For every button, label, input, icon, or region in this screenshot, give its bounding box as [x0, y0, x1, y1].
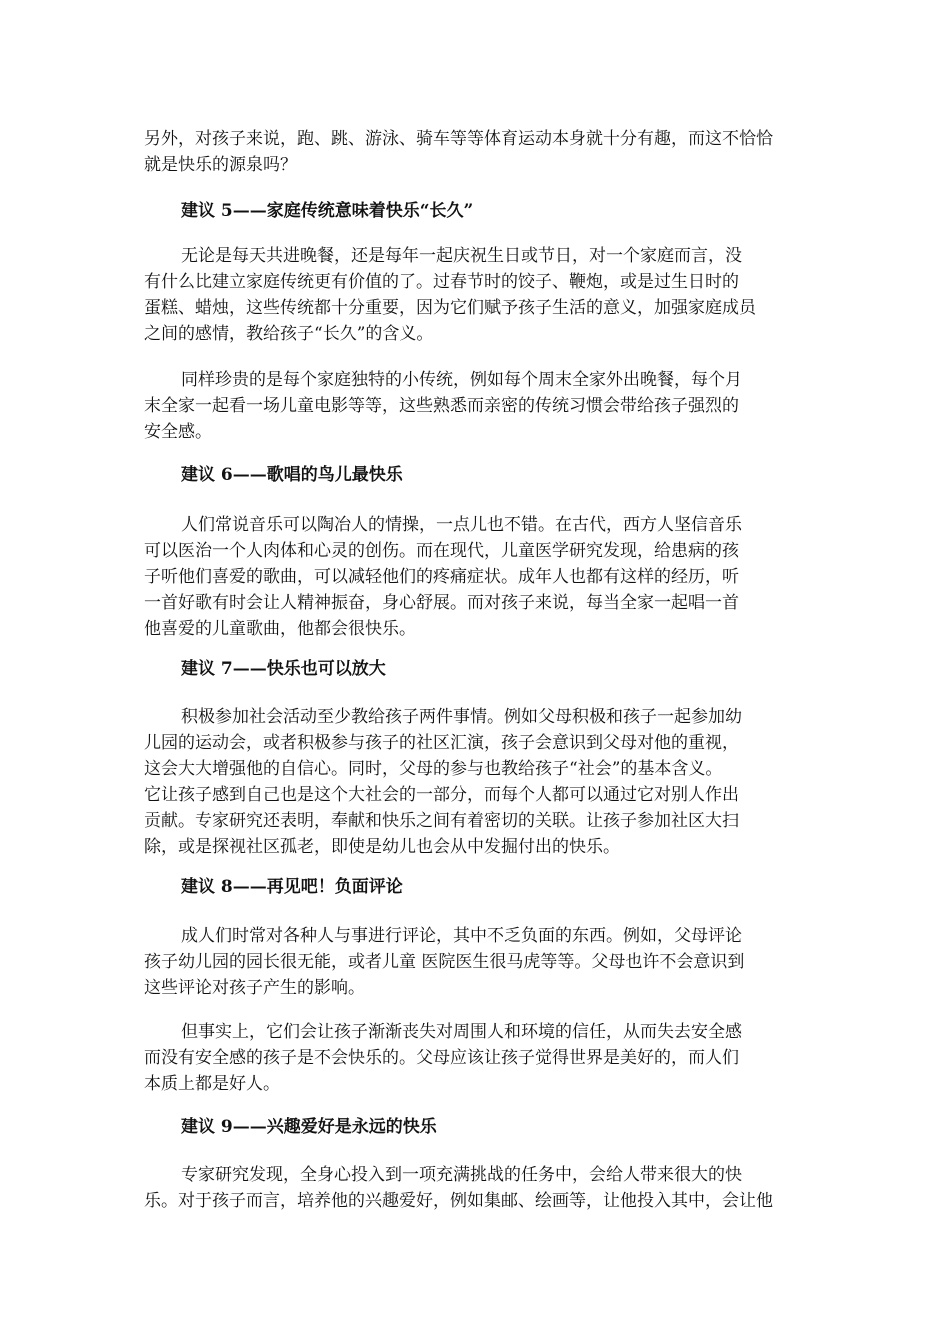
text-line: 贡献。专家研究还表明，奉献和快乐之间有着密切的关联。让孩子参加社区大扫 — [144, 811, 739, 831]
paragraph — [144, 1162, 808, 1214]
paragraph — [144, 512, 808, 642]
text-line: 它让孩子感到自己也是这个大社会的一部分，而每个人都可以通过它对别人作出 — [144, 785, 739, 805]
text-line: 这些评论对孩子产生的影响。 — [144, 978, 365, 998]
text-line: 安全感。 — [144, 422, 212, 442]
paragraph — [144, 1019, 808, 1097]
text-line: 可以医治一个人肉体和心灵的创伤。而在现代，儿童医学研究发现，给患病的孩 — [144, 541, 739, 561]
paragraph — [144, 126, 808, 178]
text-line: 蛋糕、蜡烛，这些传统都十分重要，因为它们赋予孩子生活的意义，加强家庭成员 — [144, 298, 756, 318]
text-line: 末全家一起看一场儿童电影等等，这些熟悉而亲密的传统习惯会带给孩子强烈的 — [144, 396, 739, 416]
section-heading — [144, 656, 808, 682]
text-line: 本质上都是好人。 — [144, 1074, 280, 1094]
paragraph — [144, 243, 808, 347]
heading-text: 建议 5——家庭传统意味着快乐“长久” — [181, 201, 474, 221]
text-line: 孩子幼儿园的园长很无能，或者儿童 医院医生很马虎等等。父母也许不会意识到 — [144, 952, 745, 972]
text-line: 而没有安全感的孩子是不会快乐的。父母应该让孩子觉得世界是美好的，而人们 — [144, 1048, 739, 1068]
heading-text: 建议 7——快乐也可以放大 — [181, 659, 386, 679]
text-line: 另外，对孩子来说，跑、跳、游泳、骑车等等体育运动本身就十分有趣，而这不恰恰 — [144, 129, 773, 149]
text-line: 无论是每天共进晚餐，还是每年一起庆祝生日或节日，对一个家庭而言，没 — [181, 246, 742, 266]
text-line: 一首好歌有时会让人精神振奋，身心舒展。而对孩子来说，每当全家一起唱一首 — [144, 593, 739, 613]
text-line: 乐。对于孩子而言，培养他的兴趣爱好，例如集邮、绘画等，让他投入其中，会让他 — [144, 1191, 773, 1211]
text-line: 儿园的运动会，或者积极参与孩子的社区汇演，孩子会意识到父母对他的重视， — [144, 733, 739, 753]
paragraph — [144, 367, 808, 445]
text-line: 同样珍贵的是每个家庭独特的小传统，例如每个周末全家外出晚餐，每个月 — [181, 370, 742, 390]
text-line: 成人们时常对各种人与事进行评论，其中不乏负面的东西。例如，父母评论 — [181, 926, 742, 946]
text-line: 子听他们喜爱的歌曲，可以减轻他们的疼痛症状。成年人也都有这样的经历，听 — [144, 567, 739, 587]
heading-text: 建议 9——兴趣爱好是永远的快乐 — [181, 1117, 437, 1137]
text-line: 但事实上，它们会让孩子渐渐丧失对周围人和环境的信任，从而失去安全感 — [181, 1022, 742, 1042]
text-line: 就是快乐的源泉吗？ — [144, 155, 297, 175]
heading-text: 建议 8——再见吧！负面评论 — [181, 877, 403, 897]
section-heading — [144, 874, 808, 900]
text-line: 专家研究发现，全身心投入到一项充满挑战的任务中，会给人带来很大的快 — [181, 1165, 742, 1185]
paragraph — [144, 704, 808, 860]
text-line: 积极参加社会活动至少教给孩子两件事情。例如父母积极和孩子一起参加幼 — [181, 707, 742, 727]
text-line: 除，或是探视社区孤老，即使是幼儿也会从中发掘付出的快乐。 — [144, 837, 620, 857]
section-heading — [144, 198, 808, 224]
paragraph — [144, 923, 808, 1001]
text-line: 有什么比建立家庭传统更有价值的了。过春节时的饺子、鞭炮，或是过生日时的 — [144, 272, 739, 292]
text-line: 之间的感情，教给孩子“长久”的含义。 — [144, 324, 434, 344]
heading-text: 建议 6——歌唱的鸟儿最快乐 — [181, 465, 403, 485]
text-line: 他喜爱的儿童歌曲，他都会很快乐。 — [144, 619, 416, 639]
text-line: 这会大大增强他的自信心。同时，父母的参与也教给孩子“社会”的基本含义。 — [144, 759, 723, 779]
text-line: 人们常说音乐可以陶冶人的情操，一点儿也不错。在古代，西方人坚信音乐 — [181, 515, 742, 535]
section-heading — [144, 1114, 808, 1140]
section-heading — [144, 462, 808, 488]
